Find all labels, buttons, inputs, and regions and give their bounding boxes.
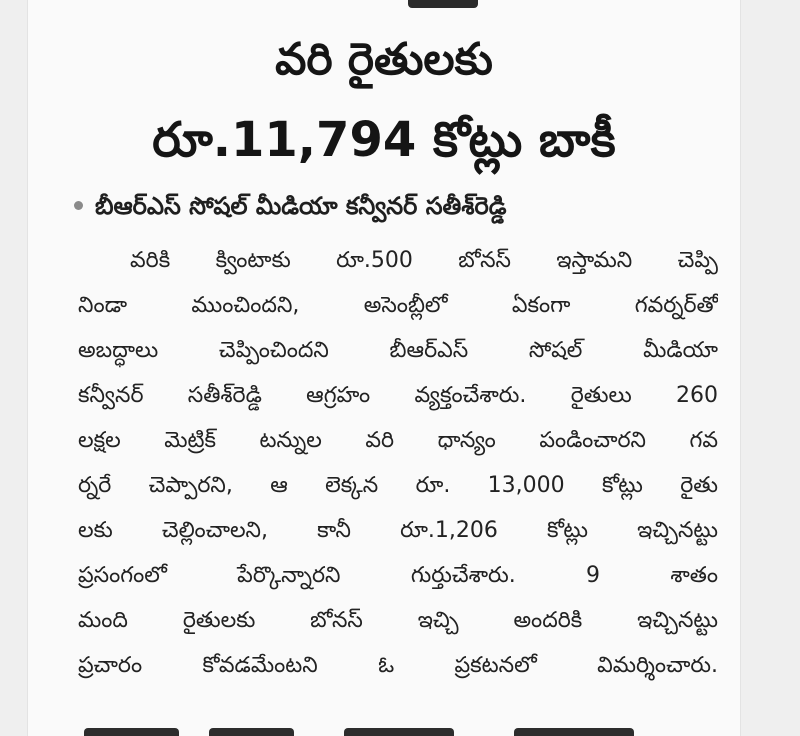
cropped-bottom-fragment (209, 728, 294, 736)
cropped-top-text (408, 0, 478, 8)
body-line-9: మంది రైతులకు బోనస్ ఇచ్చి అందరికి ఇచ్చినట్టు (78, 608, 718, 633)
bullet-icon (74, 201, 83, 210)
byline (74, 186, 724, 226)
body-line-3: అబద్ధాలు చెప్పించిందని బీఆర్ఎస్ సోషల్ మీడియా (78, 338, 718, 363)
cropped-bottom-fragment (344, 728, 454, 736)
body-line-2: నిండా ముంచిందని, అసెంబ్లీలో ఏకంగా గవర్నర్‌తో (78, 293, 718, 318)
headline-line-1: వరి రైతులకు (275, 34, 493, 85)
cropped-bottom-fragment (514, 728, 634, 736)
body-line-8: ప్రసంగంలో పేర్కొన్నారని గుర్తుచేశారు. 9 శాతం (78, 563, 718, 588)
headline-line-2: రూ.11,794 కోట్లు బాకీ (152, 112, 616, 168)
body-line-5: లక్షల మెట్రిక్ టన్నుల వరి ధాన్యం పండించారని గవ (78, 428, 718, 453)
newspaper-clipping (28, 0, 740, 736)
body-line-7: లకు చెల్లించాలని, కానీ రూ.1,206 కోట్లు ఇచ్చినట్టు (78, 518, 718, 543)
article-body (78, 238, 718, 688)
body-line-6: ర్నరే చెప్పారని, ఆ లెక్కన రూ. 13,000 కోట్లు రైతు (78, 473, 718, 498)
byline-text: బీఆర్ఎస్ సోషల్ మీడియా కన్వీనర్ సతీశ్‌రెడ్డి (95, 192, 507, 220)
cropped-bottom-text (84, 726, 704, 736)
cropped-bottom-fragment (84, 728, 179, 736)
body-line-4: కన్వీనర్ సతీశ్‌రెడ్డి ఆగ్రహం వ్యక్తంచేశారు. రైతులు 260 (78, 383, 718, 408)
body-line-10: ప్రచారం కోవడమేంటని ఓ ప్రకటనలో విమర్శించారు. (78, 653, 718, 678)
body-line-1: వరికి క్వింటాకు రూ.500 బోనస్ ఇస్తామని చెప్పి (130, 248, 718, 273)
